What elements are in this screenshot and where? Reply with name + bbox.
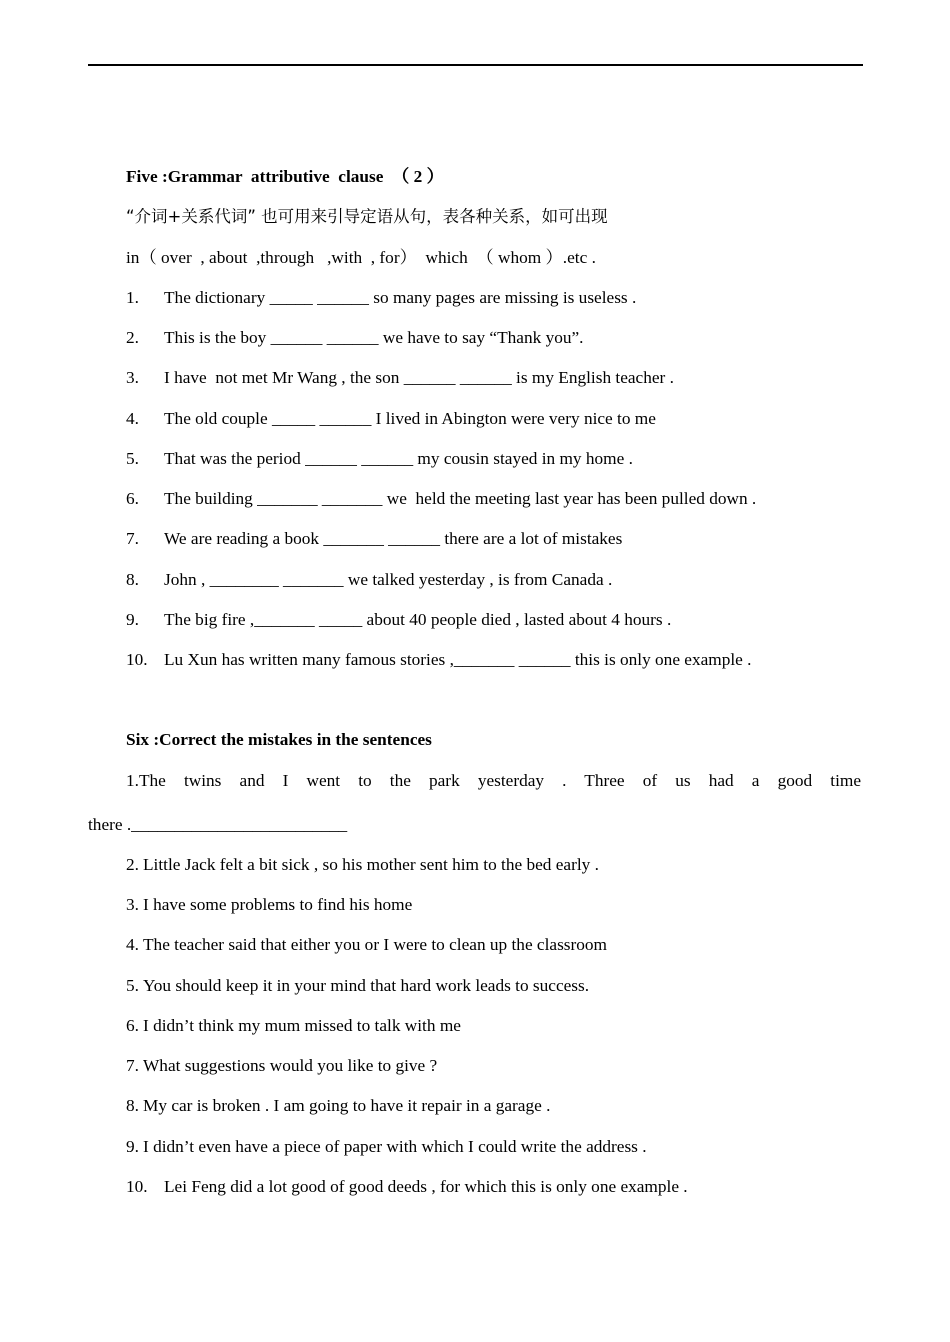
header-rule xyxy=(88,64,863,66)
item-text: You should keep it in your mind that hard work leads to success. xyxy=(143,976,590,995)
item-text: My car is broken . I am going to have it repair in a garage . xyxy=(143,1096,551,1115)
item-number: 6. xyxy=(126,489,139,508)
six-item-2 xyxy=(126,854,599,876)
item-text: Lei Feng did a lot good of good deeds , for which this is only one example . xyxy=(164,1177,688,1196)
item-text: I didn’t think my mum missed to talk with me xyxy=(143,1016,461,1035)
item-number: 10. xyxy=(126,1177,148,1196)
item-text: That was the period ______ ______ my cousin stayed in my home . xyxy=(164,449,633,468)
item-text: Lu Xun has written many famous stories ,_______ ______ this is only one example . xyxy=(164,650,752,669)
item-number: 3. xyxy=(126,368,139,387)
item-number: 1. xyxy=(126,771,139,790)
item-text: This is the boy ______ ______ we have to say “Thank you”. xyxy=(164,328,584,347)
item-text: I have some problems to find his home xyxy=(143,895,413,914)
six-item-1-line-1 xyxy=(126,770,861,792)
six-item-8 xyxy=(126,1095,550,1117)
item-number: 4. xyxy=(126,935,139,954)
item-text: The twins and I went to the park yesterday . Three of us had a good time xyxy=(138,771,861,790)
item-number: 9. xyxy=(126,1137,139,1156)
item-number: 5. xyxy=(126,449,139,468)
section-six-title: Six :Correct the mistakes in the sentences xyxy=(126,730,432,749)
item-text: John , ________ _______ we talked yesterday , is from Canada . xyxy=(164,570,613,589)
item-text: The dictionary _____ ______ so many pages are missing is useless . xyxy=(164,288,637,307)
six-item-3 xyxy=(126,894,412,916)
section-five-intro-en: in（ over , about ,through ,with , for） which （ whom ）.etc . xyxy=(126,248,596,267)
five-item-9 xyxy=(126,609,671,631)
item-text: The big fire ,_______ _____ about 40 people died , lasted about 4 hours . xyxy=(164,610,672,629)
item-text: I didn’t even have a piece of paper with which I could write the address . xyxy=(143,1137,647,1156)
item-number: 7. xyxy=(126,1056,139,1075)
five-item-5 xyxy=(126,448,633,470)
item-number: 9. xyxy=(126,610,139,629)
five-item-7 xyxy=(126,528,622,550)
item-number: 5. xyxy=(126,976,139,995)
item-number: 3. xyxy=(126,895,139,914)
six-item-6 xyxy=(126,1015,461,1037)
five-item-8 xyxy=(126,569,612,591)
five-item-10 xyxy=(126,649,752,671)
item-number: 4. xyxy=(126,409,139,428)
item-number: 1. xyxy=(126,288,139,307)
five-item-3 xyxy=(126,367,674,389)
item-text: I have not met Mr Wang , the son ______ ______ is my English teacher . xyxy=(164,368,674,387)
item-number: 8. xyxy=(126,570,139,589)
item-number: 6. xyxy=(126,1016,139,1035)
six-item-4 xyxy=(126,934,607,956)
item-text: The old couple _____ ______ I lived in Abington were very nice to me xyxy=(164,409,656,428)
item-text: What suggestions would you like to give ? xyxy=(143,1056,438,1075)
six-item-10 xyxy=(126,1176,688,1198)
item-text: Little Jack felt a bit sick , so his mother sent him to the bed early . xyxy=(143,855,599,874)
item-text: The teacher said that either you or I were to clean up the classroom xyxy=(143,935,608,954)
item-number: 2. xyxy=(126,855,139,874)
item-number: 7. xyxy=(126,529,139,548)
six-item-9 xyxy=(126,1136,647,1158)
six-item-5 xyxy=(126,975,589,997)
six-item-1-line-2: there ._________________________ xyxy=(88,815,348,834)
five-item-4 xyxy=(126,408,656,430)
item-number: 10. xyxy=(126,650,148,669)
item-text: The building _______ _______ we held the meeting last year has been pulled down . xyxy=(164,489,757,508)
item-text: We are reading a book _______ ______ there are a lot of mistakes xyxy=(164,529,623,548)
five-item-6 xyxy=(126,488,756,510)
section-five-title: Five :Grammar attributive clause （ 2 ） xyxy=(126,167,444,186)
six-item-7 xyxy=(126,1055,437,1077)
item-number: 8. xyxy=(126,1096,139,1115)
section-five-intro-cn: “介词+关系代词” 也可用来引导定语从句，表各种关系，如可出现 xyxy=(126,207,608,226)
item-number: 2. xyxy=(126,328,139,347)
five-item-2 xyxy=(126,327,583,349)
five-item-1 xyxy=(126,287,636,309)
